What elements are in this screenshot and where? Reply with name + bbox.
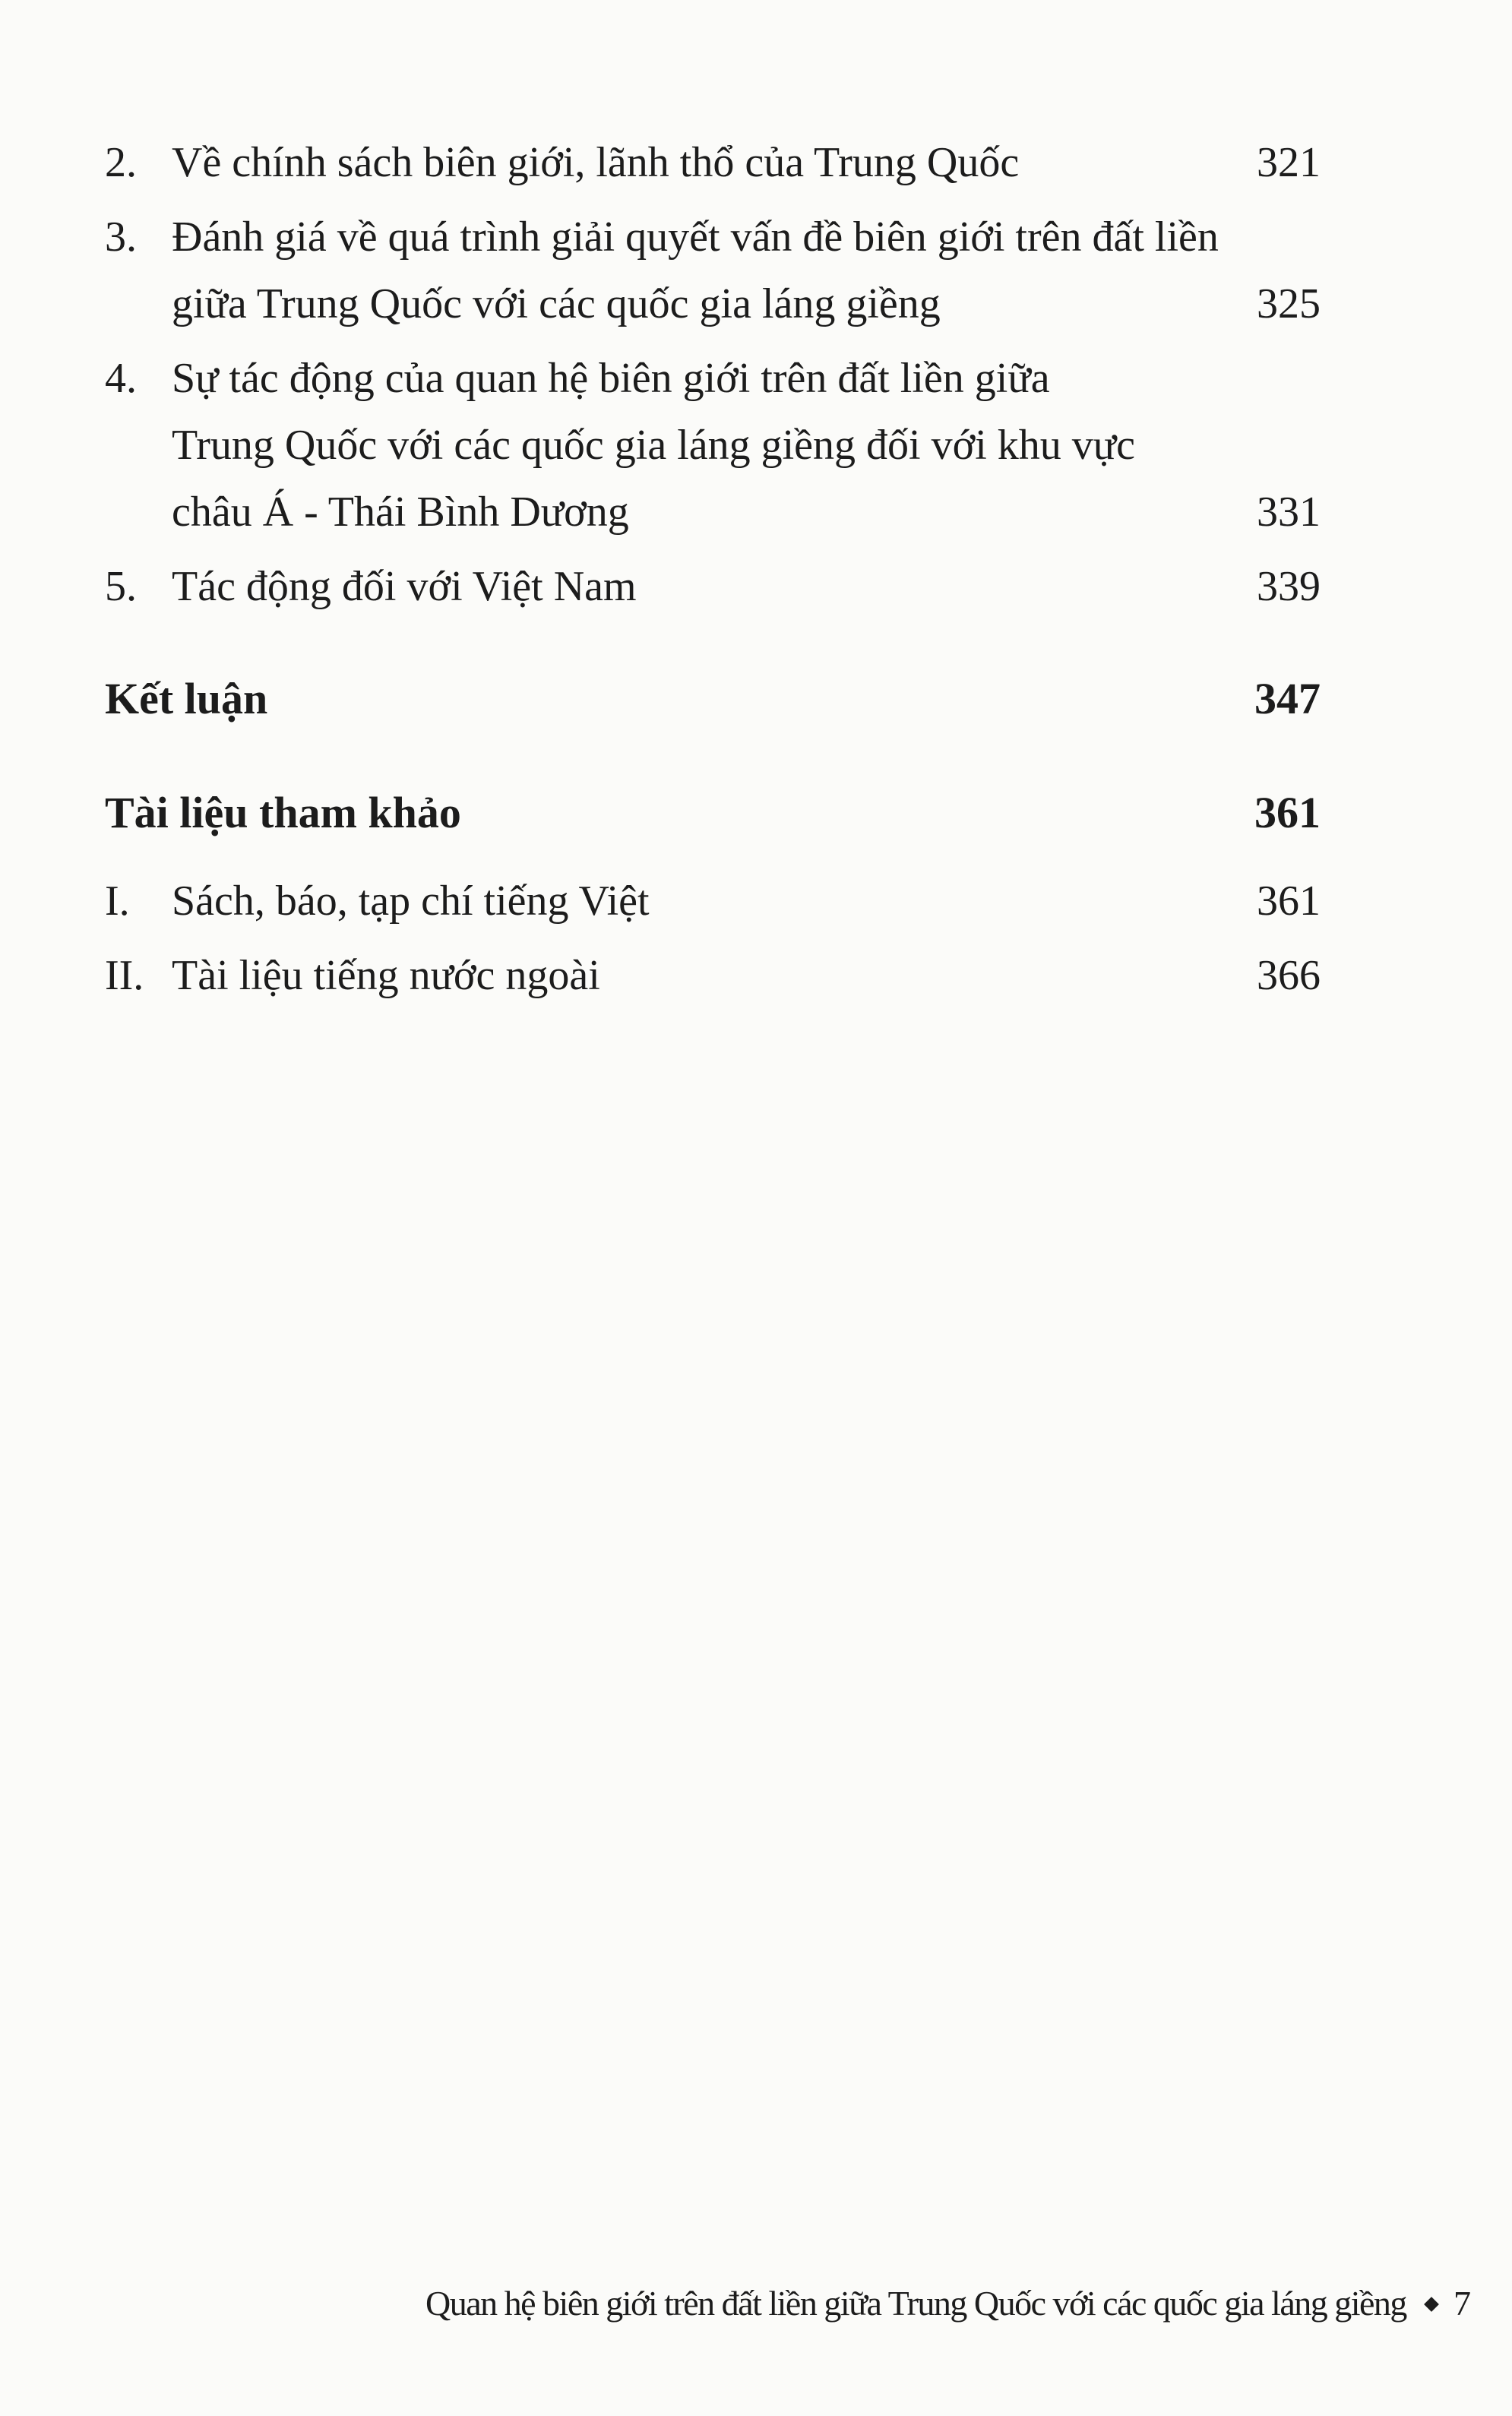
toc-entry-references-vietnamese (105, 868, 1321, 934)
toc-entry-references-foreign (105, 942, 1321, 1009)
entry-title-line: Sách, báo, tạp chí tiếng Việt (172, 878, 650, 925)
entry-number: I. (105, 878, 130, 925)
entry-page-number: 331 (1257, 489, 1321, 536)
entry-page-number: 361 (1254, 788, 1321, 837)
entry-title-line: Đánh giá về quá trình giải quyết vấn đề biên giới trên đất liền (172, 213, 1219, 261)
page-number: 7 (1453, 2284, 1470, 2323)
entry-title (105, 780, 1245, 846)
entry-number: II. (105, 952, 144, 999)
entry-page-number: 339 (1257, 563, 1321, 610)
entry-title (105, 666, 1245, 732)
toc-entry-references (105, 780, 1321, 846)
entry-page-number: 361 (1257, 878, 1321, 925)
toc-entry-2 (105, 129, 1321, 196)
toc-entry-5 (105, 553, 1321, 620)
entry-number: 2. (105, 139, 137, 186)
entry-title-line: Sự tác động của quan hệ biên giới trên đất liền giữa (172, 355, 1050, 402)
entry-title-line: Về chính sách biên giới, lãnh thổ của Trung Quốc (172, 139, 1020, 186)
entry-title (172, 868, 1311, 934)
entry-title (172, 345, 1311, 545)
entry-title (172, 942, 1311, 1009)
page-footer (425, 2283, 1470, 2323)
entry-page-number: 347 (1254, 674, 1321, 723)
entry-number: 3. (105, 213, 137, 261)
entry-number: 5. (105, 563, 137, 610)
entry-title-line: giữa Trung Quốc với các quốc gia láng giềng (172, 280, 941, 327)
entry-title-line: Tài liệu tham khảo (105, 788, 461, 837)
table-of-contents (105, 129, 1321, 1017)
entry-page-number: 366 (1257, 952, 1321, 999)
entry-title (172, 204, 1311, 337)
entry-title (172, 129, 1311, 196)
toc-entry-4 (105, 345, 1321, 545)
toc-entry-3 (105, 204, 1321, 337)
toc-entry-conclusion (105, 666, 1321, 732)
entry-number: 4. (105, 355, 137, 402)
entry-page-number: 321 (1257, 139, 1321, 186)
entry-page-number: 325 (1257, 280, 1321, 327)
entry-title-line: Tài liệu tiếng nước ngoài (172, 952, 600, 999)
entry-title-line: Kết luận (105, 674, 268, 723)
entry-title-line: châu Á - Thái Bình Dương (172, 489, 629, 536)
entry-title-line: Trung Quốc với các quốc gia láng giềng đối với khu vực (172, 422, 1135, 469)
entry-title (172, 553, 1311, 620)
running-title: Quan hệ biên giới trên đất liền giữa Trung Quốc với các quốc gia láng giềng (425, 2284, 1406, 2323)
entry-title-line: Tác động đối với Việt Nam (172, 563, 637, 610)
bullet-icon (1424, 2297, 1439, 2313)
